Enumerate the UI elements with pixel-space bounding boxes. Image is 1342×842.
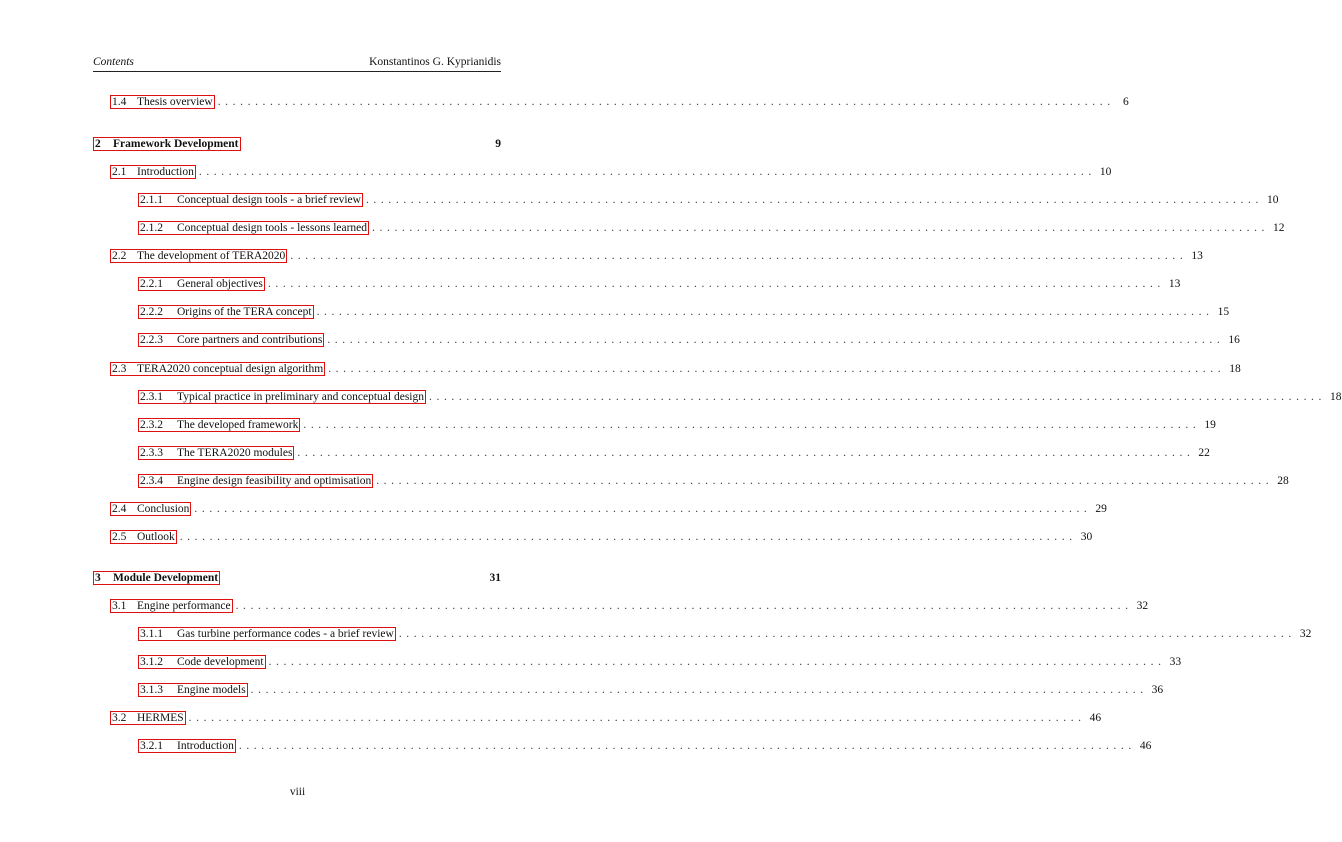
toc-leader-dots: ........................................................................................................................: [365, 194, 1263, 206]
toc-entry-link[interactable]: [138, 193, 363, 207]
toc-entry-page: 13: [1191, 250, 1203, 262]
toc-entry-title: TERA2020 conceptual design algorithm: [137, 363, 324, 375]
toc-entry-page: 6: [1122, 96, 1129, 108]
toc-leader-dots: ........................................................................................................................: [238, 740, 1136, 752]
toc-entry-page: 30: [1080, 531, 1093, 543]
toc-entry-page: 12: [1273, 222, 1285, 234]
toc-entry[interactable]: [110, 710, 1102, 726]
toc-entry-number: 1.4: [112, 96, 127, 108]
toc-entry-title: Thesis overview: [137, 96, 213, 108]
toc-entry-page: 10: [1099, 166, 1112, 178]
toc-entry[interactable]: [138, 304, 1230, 320]
toc-entry-page: 16: [1228, 334, 1240, 346]
toc-entry[interactable]: [110, 529, 1093, 545]
toc-entry-number: 2.2: [112, 250, 127, 262]
toc-entry-page: 46: [1089, 712, 1102, 724]
toc-entry-link[interactable]: [110, 165, 196, 179]
toc-entry-page: 31: [489, 572, 501, 584]
toc-entry-link[interactable]: [138, 221, 369, 235]
toc-entry[interactable]: [110, 164, 1112, 180]
toc-entry-title: HERMES: [137, 712, 184, 724]
toc-entry-link[interactable]: [110, 502, 191, 516]
toc-leader-dots: ........................................................................................................................: [376, 475, 1274, 487]
toc-entry-title: The TERA2020 modules: [177, 447, 293, 459]
toc-entry-number: 3.1.1: [140, 628, 163, 640]
toc-entry[interactable]: [138, 473, 1289, 489]
toc-entry-page: 15: [1217, 306, 1230, 318]
toc-entry-page: 10: [1266, 194, 1279, 206]
toc-entry-title: Framework Development: [113, 138, 239, 150]
toc-entry[interactable]: [138, 192, 1279, 208]
toc-entry-link[interactable]: [110, 530, 177, 544]
toc-entry-title: Conclusion: [137, 503, 190, 515]
header-section-title: Contents: [93, 56, 134, 68]
toc-leader-dots: ........................................................................................................................: [217, 96, 1115, 108]
toc-leader-dots: ........................................................................................................................: [327, 334, 1225, 346]
page-header: [93, 56, 501, 70]
toc-leader-dots: ........................................................................................................................: [250, 684, 1148, 696]
toc-entry-page: 32: [1299, 628, 1312, 640]
toc-entry-number: 2.2.2: [140, 306, 163, 318]
toc-entry-link[interactable]: [110, 249, 287, 263]
toc-leader-dots: ........................................................................................................................: [267, 278, 1165, 290]
toc-entry-page: 19: [1204, 419, 1216, 431]
toc-leader-dots: ........................................................................................................................: [268, 656, 1166, 668]
toc-entry-link[interactable]: [138, 627, 396, 641]
toc-entry-title: Core partners and contributions: [177, 334, 323, 346]
toc-entry-link[interactable]: [138, 683, 248, 697]
toc-entry-link[interactable]: [138, 333, 324, 347]
toc-entry-number: 3.1.2: [140, 656, 163, 668]
toc-leader-dots: ........................................................................................................................: [290, 250, 1188, 262]
toc-entry[interactable]: [110, 248, 1203, 264]
toc-entry-number: 2.2.3: [140, 334, 163, 346]
toc-entry-link[interactable]: [93, 137, 241, 151]
toc-entry-link[interactable]: [138, 390, 426, 404]
toc-leader-dots: ........................................................................................................................: [194, 503, 1092, 515]
toc-entry-number: 3.2: [112, 712, 127, 724]
toc-entry-title: Engine models: [177, 684, 246, 696]
toc-entry[interactable]: [138, 220, 1285, 236]
toc-entry-number: 2.4: [112, 503, 127, 515]
toc-entry-number: 2.3.2: [140, 419, 163, 431]
header-author: Konstantinos G. Kyprianidis: [369, 56, 501, 68]
toc-entry-page: 18: [1229, 363, 1241, 375]
toc-entry[interactable]: [110, 94, 1129, 110]
toc-entry-page: 29: [1095, 503, 1107, 515]
toc-entry-link[interactable]: [138, 446, 294, 460]
toc-entry-title: Origins of the TERA concept: [177, 306, 312, 318]
toc-entry-link[interactable]: [110, 711, 186, 725]
toc-entry-title: Code development: [177, 656, 264, 668]
toc-entry-title: The development of TERA2020: [137, 250, 286, 262]
toc-entry-link[interactable]: [93, 571, 220, 585]
toc-entry-link[interactable]: [138, 655, 266, 669]
toc-entry-page: 33: [1169, 656, 1182, 668]
toc-leader-dots: ........................................................................................................................: [188, 712, 1086, 724]
toc-leader-dots: ........................................................................................................................: [429, 391, 1326, 403]
toc-entry-number: 2.3.1: [140, 391, 163, 403]
toc-entry-page: 22: [1198, 447, 1210, 459]
toc-entry[interactable]: [138, 332, 1240, 348]
toc-entry-title: Gas turbine performance codes - a brief review: [177, 628, 394, 640]
toc-chapter-entry[interactable]: [93, 136, 501, 152]
toc-entry-link[interactable]: [110, 95, 215, 109]
toc-entry-link[interactable]: [110, 599, 233, 613]
toc-entry-link[interactable]: [138, 474, 373, 488]
toc-entry[interactable]: [110, 501, 1107, 517]
toc-entry[interactable]: [138, 389, 1342, 405]
toc-entry-link[interactable]: [138, 739, 236, 753]
toc-leader-dots: ........................................................................................................................: [316, 306, 1214, 318]
toc-entry-title: The developed framework: [177, 419, 299, 431]
toc-chapter-entry[interactable]: [93, 570, 501, 586]
toc-entry-page: 13: [1168, 278, 1181, 290]
toc-leader-dots: ........................................................................................................................: [235, 600, 1133, 612]
toc-entry-number: 2.3: [112, 363, 127, 375]
toc-entry-number: 2.3.3: [140, 447, 163, 459]
toc-entry-number: 2: [95, 138, 101, 150]
toc-entry-title: Conceptual design tools - lessons learned: [177, 222, 368, 234]
toc-entry[interactable]: [138, 445, 1210, 461]
toc-entry-link[interactable]: [138, 418, 300, 432]
toc-entry-number: 2.3.4: [140, 475, 163, 487]
toc-entry-number: 3.2.1: [140, 740, 163, 752]
toc-entry-number: 2.1.1: [140, 194, 163, 206]
toc-entry[interactable]: [110, 598, 1149, 614]
toc-leader-dots: ........................................................................................................................: [297, 447, 1195, 459]
toc-entry-link[interactable]: [110, 362, 325, 376]
toc-entry-number: 3.1: [112, 600, 127, 612]
toc-entry-link[interactable]: [138, 277, 265, 291]
toc-entry-page: 32: [1136, 600, 1149, 612]
toc-entry-page: 18: [1330, 391, 1342, 403]
toc-entry-title: Introduction: [177, 740, 234, 752]
toc-entry[interactable]: [138, 417, 1216, 433]
toc-entry[interactable]: [138, 276, 1181, 292]
toc-entry[interactable]: [138, 626, 1312, 642]
toc-leader-dots: ........................................................................................................................: [372, 222, 1270, 234]
toc-leader-dots: ........................................................................................................................: [303, 419, 1201, 431]
toc-entry-number: 2.1: [112, 166, 127, 178]
toc-leader-dots: ........................................................................................................................: [179, 531, 1077, 543]
toc-entry[interactable]: [138, 682, 1164, 698]
toc-entry-number: 2.5: [112, 531, 127, 543]
toc-entry-title: General objectives: [177, 278, 263, 290]
toc-entry-number: 3.1.3: [140, 684, 163, 696]
toc-leader-dots: ........................................................................................................................: [198, 166, 1096, 178]
toc-entry-link[interactable]: [138, 305, 314, 319]
toc-entry-title: Introduction: [137, 166, 194, 178]
toc-leader-dots: ........................................................................................................................: [398, 628, 1296, 640]
header-rule: [93, 71, 501, 72]
toc-entry-page: 46: [1139, 740, 1152, 752]
toc-entry-page: 28: [1277, 475, 1289, 487]
toc-entry[interactable]: [138, 654, 1182, 670]
toc-entry[interactable]: [138, 738, 1152, 754]
toc-entry-title: Typical practice in preliminary and conceptual design: [177, 391, 424, 403]
toc-entry-number: 2.2.1: [140, 278, 163, 290]
toc-leader-dots: ........................................................................................................................: [328, 363, 1226, 375]
toc-entry-number: 3: [95, 572, 101, 584]
toc-entry-number: 2.1.2: [140, 222, 163, 234]
toc-entry-title: Module Development: [113, 572, 219, 584]
toc-entry-title: Engine design feasibility and optimisation: [177, 475, 372, 487]
toc-entry-title: Outlook: [137, 531, 175, 543]
toc-entry-title: Conceptual design tools - a brief review: [177, 194, 361, 206]
toc-entry[interactable]: [110, 361, 1241, 377]
page-number: viii: [289, 786, 306, 798]
toc-entry-title: Engine performance: [137, 600, 231, 612]
toc-entry-page: 36: [1151, 684, 1164, 696]
toc-entry-page: 9: [495, 138, 501, 150]
